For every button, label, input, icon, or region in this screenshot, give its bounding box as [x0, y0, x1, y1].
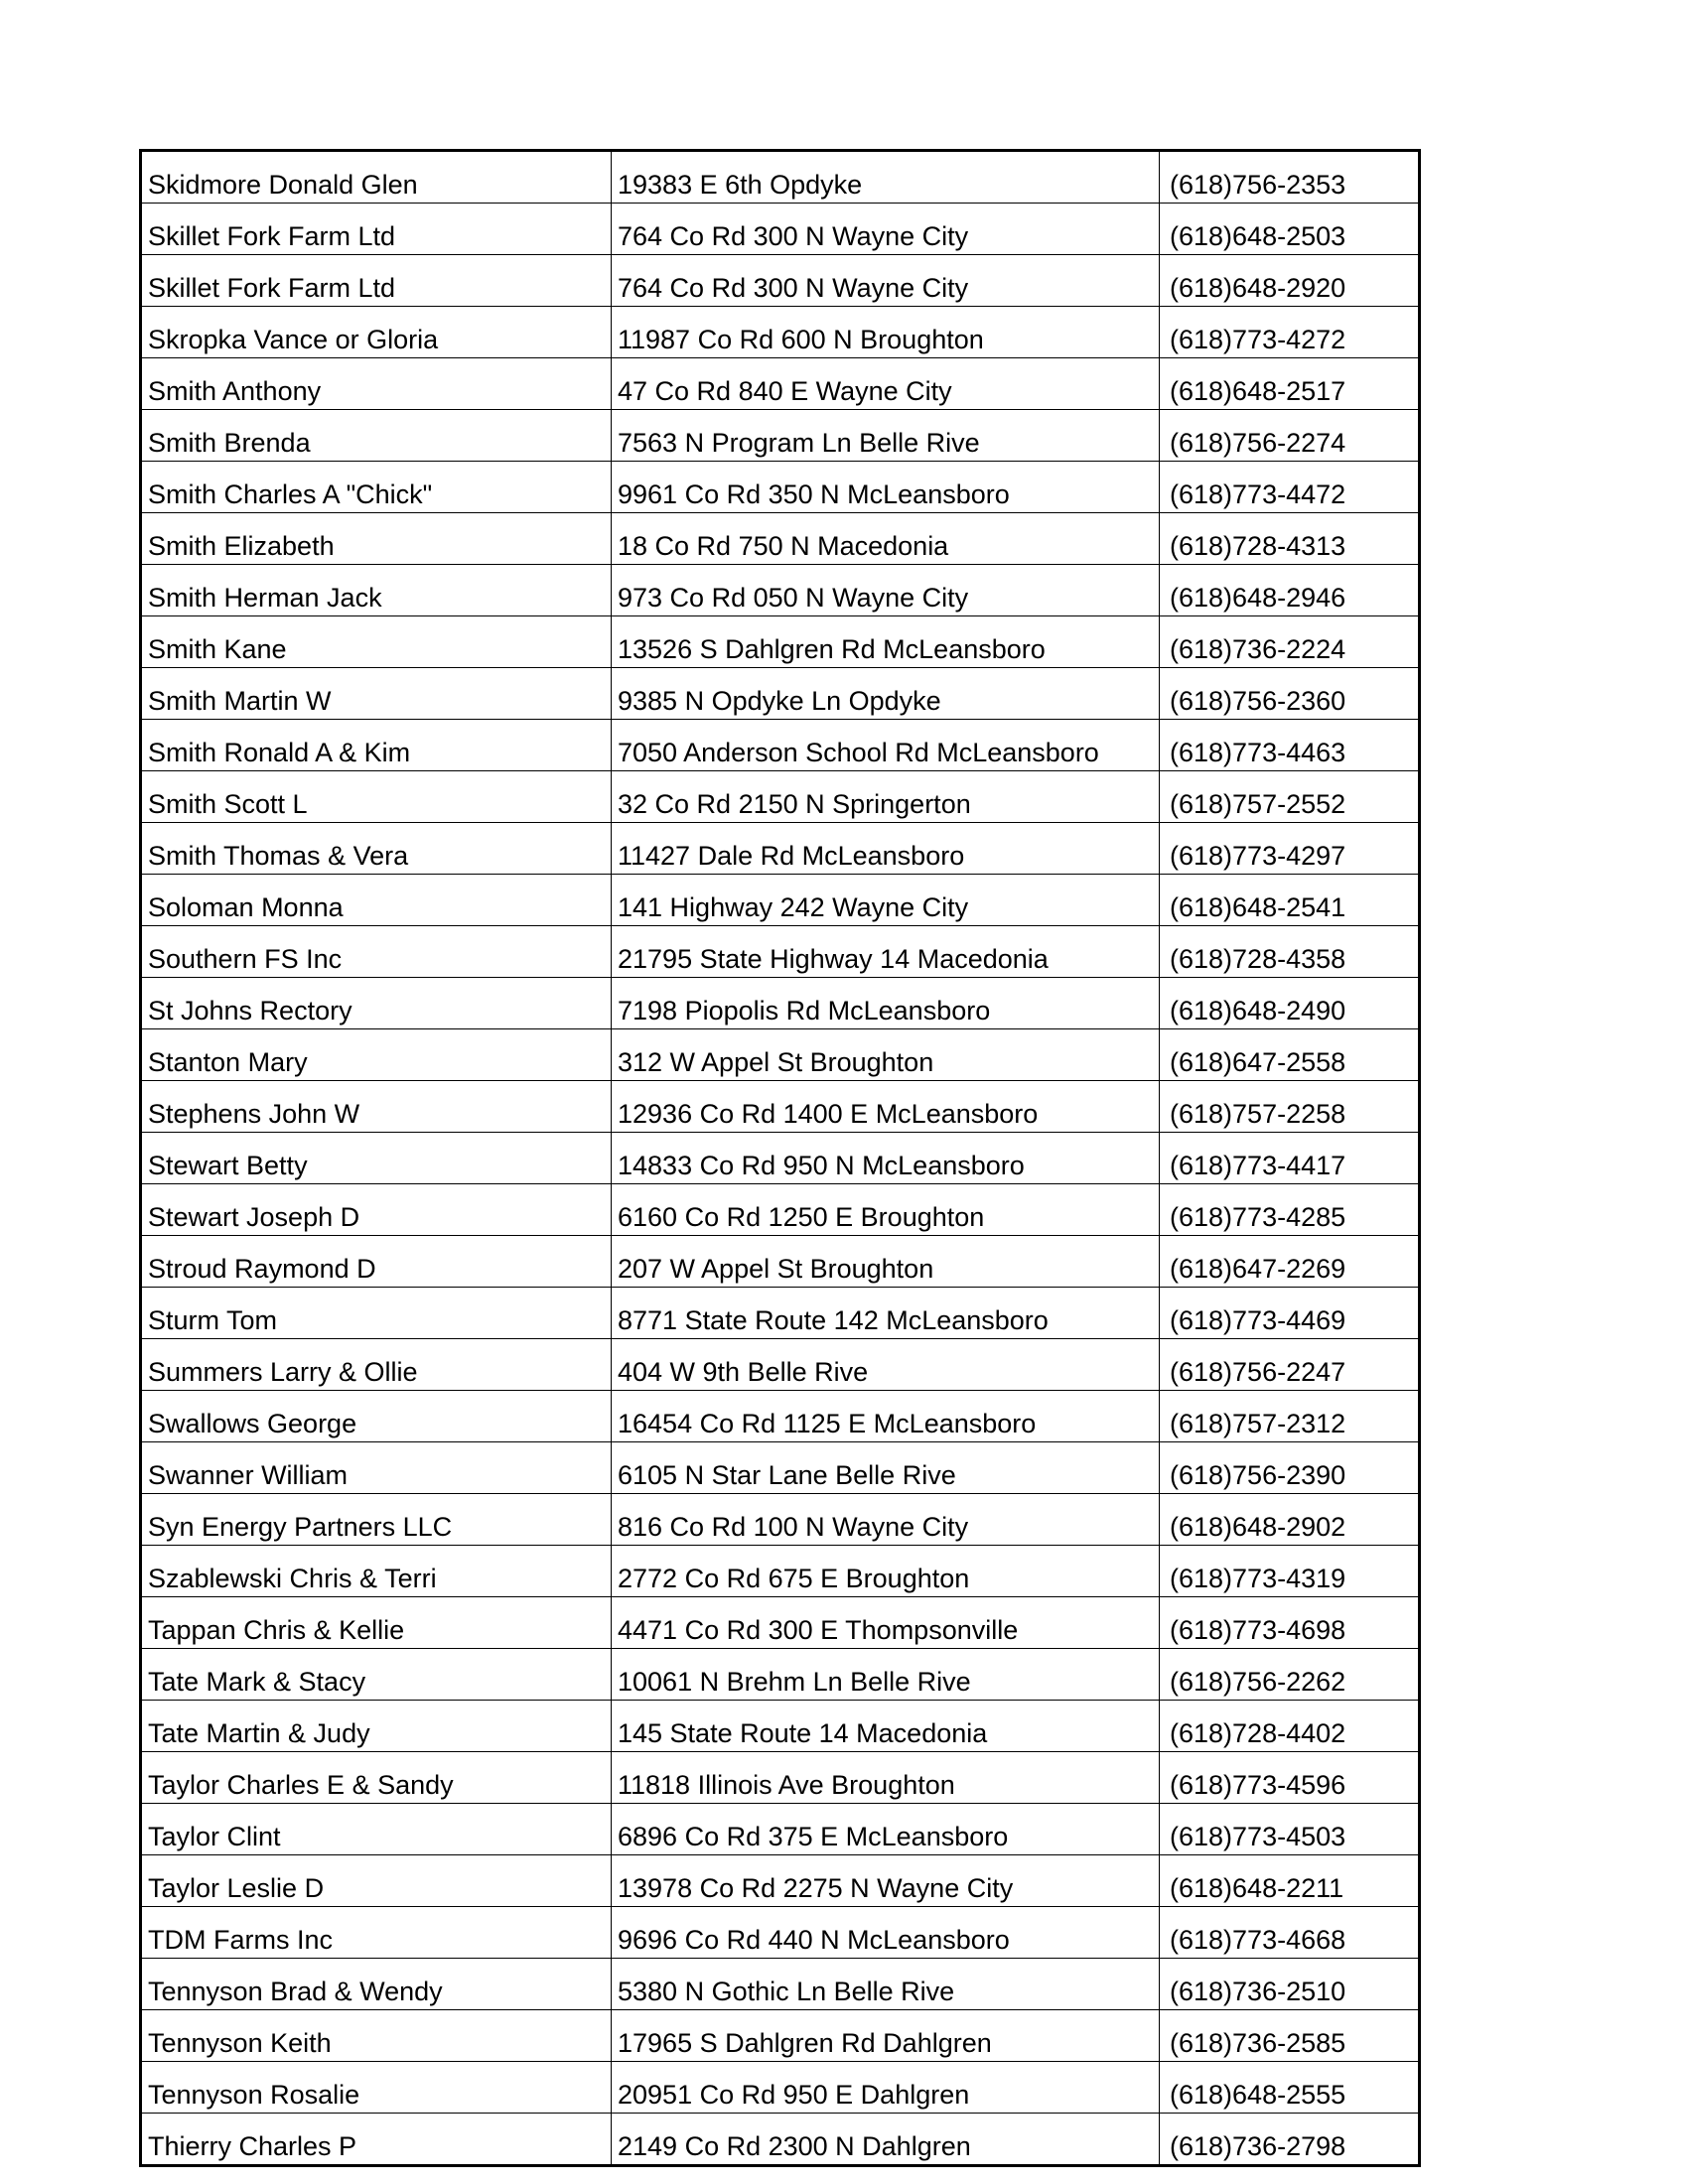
listing-address: 13978 Co Rd 2275 N Wayne City	[612, 1855, 1160, 1907]
table-row	[141, 410, 1420, 462]
table-row	[141, 358, 1420, 410]
listing-address: 5380 N Gothic Ln Belle Rive	[612, 1959, 1160, 2010]
listing-address: 9696 Co Rd 440 N McLeansboro	[612, 1907, 1160, 1959]
listing-address: 16454 Co Rd 1125 E McLeansboro	[612, 1391, 1160, 1442]
table-row	[141, 1546, 1420, 1597]
table-row	[141, 1907, 1420, 1959]
listing-name: Tennyson Brad & Wendy	[141, 1959, 612, 2010]
listing-name: Southern FS Inc	[141, 926, 612, 978]
listing-name: Summers Larry & Ollie	[141, 1339, 612, 1391]
listing-name: TDM Farms Inc	[141, 1907, 612, 1959]
listing-address: 32 Co Rd 2150 N Springerton	[612, 771, 1160, 823]
table-row	[141, 151, 1420, 204]
listing-name: Swallows George	[141, 1391, 612, 1442]
listing-phone: (618)773-4285	[1160, 1184, 1420, 1236]
listing-address: 11427 Dale Rd McLeansboro	[612, 823, 1160, 875]
table-row	[141, 1494, 1420, 1546]
table-row	[141, 1236, 1420, 1288]
listing-phone: (618)773-4469	[1160, 1288, 1420, 1339]
listing-name: Taylor Clint	[141, 1804, 612, 1855]
listing-phone: (618)757-2552	[1160, 771, 1420, 823]
listing-phone: (618)728-4358	[1160, 926, 1420, 978]
listing-phone: (618)648-2920	[1160, 255, 1420, 307]
listing-name: Smith Brenda	[141, 410, 612, 462]
listing-address: 12936 Co Rd 1400 E McLeansboro	[612, 1081, 1160, 1133]
listing-name: Smith Thomas & Vera	[141, 823, 612, 875]
listing-address: 2149 Co Rd 2300 N Dahlgren	[612, 2114, 1160, 2166]
listing-address: 6105 N Star Lane Belle Rive	[612, 1442, 1160, 1494]
listing-address: 20951 Co Rd 950 E Dahlgren	[612, 2062, 1160, 2114]
listing-phone: (618)773-4272	[1160, 307, 1420, 358]
listing-phone: (618)648-2902	[1160, 1494, 1420, 1546]
listing-address: 6160 Co Rd 1250 E Broughton	[612, 1184, 1160, 1236]
table-row	[141, 1029, 1420, 1081]
listing-phone: (618)728-4313	[1160, 513, 1420, 565]
listing-address: 19383 E 6th Opdyke	[612, 151, 1160, 204]
listing-address: 2772 Co Rd 675 E Broughton	[612, 1546, 1160, 1597]
listing-phone: (618)756-2262	[1160, 1649, 1420, 1701]
listing-phone: (618)648-2211	[1160, 1855, 1420, 1907]
table-row	[141, 616, 1420, 668]
listing-name: Stephens John W	[141, 1081, 612, 1133]
table-row	[141, 307, 1420, 358]
listing-phone: (618)736-2224	[1160, 616, 1420, 668]
listing-address: 17965 S Dahlgren Rd Dahlgren	[612, 2010, 1160, 2062]
listing-phone: (618)736-2585	[1160, 2010, 1420, 2062]
listing-name: Syn Energy Partners LLC	[141, 1494, 612, 1546]
listing-phone: (618)648-2490	[1160, 978, 1420, 1029]
listing-phone: (618)757-2312	[1160, 1391, 1420, 1442]
table-row	[141, 513, 1420, 565]
listing-address: 11818 Illinois Ave Broughton	[612, 1752, 1160, 1804]
listing-address: 10061 N Brehm Ln Belle Rive	[612, 1649, 1160, 1701]
table-row	[141, 1133, 1420, 1184]
table-row	[141, 1597, 1420, 1649]
listing-name: Smith Elizabeth	[141, 513, 612, 565]
listing-name: Smith Charles A "Chick"	[141, 462, 612, 513]
directory-body	[141, 151, 1420, 2166]
listing-address: 47 Co Rd 840 E Wayne City	[612, 358, 1160, 410]
listing-phone: (618)773-4463	[1160, 720, 1420, 771]
listing-name: Soloman Monna	[141, 875, 612, 926]
listing-address: 7198 Piopolis Rd McLeansboro	[612, 978, 1160, 1029]
table-row	[141, 2114, 1420, 2166]
table-row	[141, 1339, 1420, 1391]
listing-name: Skillet Fork Farm Ltd	[141, 204, 612, 255]
listing-name: Smith Anthony	[141, 358, 612, 410]
listing-phone: (618)773-4417	[1160, 1133, 1420, 1184]
table-row	[141, 2062, 1420, 2114]
directory-table	[139, 149, 1421, 2167]
table-row	[141, 1442, 1420, 1494]
table-row	[141, 771, 1420, 823]
listing-phone: (618)773-4472	[1160, 462, 1420, 513]
listing-address: 207 W Appel St Broughton	[612, 1236, 1160, 1288]
listing-name: Tennyson Rosalie	[141, 2062, 612, 2114]
listing-phone: (618)756-2360	[1160, 668, 1420, 720]
listing-name: Tennyson Keith	[141, 2010, 612, 2062]
listing-phone: (618)773-4596	[1160, 1752, 1420, 1804]
listing-name: Smith Herman Jack	[141, 565, 612, 616]
listing-phone: (618)728-4402	[1160, 1701, 1420, 1752]
listing-address: 18 Co Rd 750 N Macedonia	[612, 513, 1160, 565]
listing-phone: (618)648-2517	[1160, 358, 1420, 410]
listing-phone: (618)736-2798	[1160, 2114, 1420, 2166]
listing-phone: (618)756-2274	[1160, 410, 1420, 462]
table-row	[141, 1649, 1420, 1701]
table-row	[141, 875, 1420, 926]
listing-name: Taylor Charles E & Sandy	[141, 1752, 612, 1804]
listing-address: 6896 Co Rd 375 E McLeansboro	[612, 1804, 1160, 1855]
table-row	[141, 1752, 1420, 1804]
table-row	[141, 204, 1420, 255]
listing-name: Stanton Mary	[141, 1029, 612, 1081]
listing-phone: (618)773-4698	[1160, 1597, 1420, 1649]
table-row	[141, 1804, 1420, 1855]
listing-phone: (618)648-2555	[1160, 2062, 1420, 2114]
table-row	[141, 1959, 1420, 2010]
table-row	[141, 2010, 1420, 2062]
listing-address: 764 Co Rd 300 N Wayne City	[612, 204, 1160, 255]
listing-phone: (618)648-2503	[1160, 204, 1420, 255]
listing-name: Stewart Joseph D	[141, 1184, 612, 1236]
listing-phone: (618)773-4503	[1160, 1804, 1420, 1855]
listing-address: 141 Highway 242 Wayne City	[612, 875, 1160, 926]
table-row	[141, 823, 1420, 875]
table-row	[141, 1855, 1420, 1907]
listing-name: Swanner William	[141, 1442, 612, 1494]
table-row	[141, 565, 1420, 616]
listing-phone: (618)756-2247	[1160, 1339, 1420, 1391]
listing-address: 973 Co Rd 050 N Wayne City	[612, 565, 1160, 616]
listing-address: 764 Co Rd 300 N Wayne City	[612, 255, 1160, 307]
listing-phone: (618)773-4297	[1160, 823, 1420, 875]
listing-phone: (618)736-2510	[1160, 1959, 1420, 2010]
listing-name: Tate Martin & Judy	[141, 1701, 612, 1752]
listing-name: Smith Martin W	[141, 668, 612, 720]
listing-phone: (618)648-2946	[1160, 565, 1420, 616]
listing-name: Tate Mark & Stacy	[141, 1649, 612, 1701]
listing-name: St Johns Rectory	[141, 978, 612, 1029]
listing-address: 312 W Appel St Broughton	[612, 1029, 1160, 1081]
listing-phone: (618)773-4319	[1160, 1546, 1420, 1597]
listing-name: Tappan Chris & Kellie	[141, 1597, 612, 1649]
table-row	[141, 978, 1420, 1029]
listing-phone: (618)647-2558	[1160, 1029, 1420, 1081]
listing-name: Stewart Betty	[141, 1133, 612, 1184]
listing-address: 7050 Anderson School Rd McLeansboro	[612, 720, 1160, 771]
table-row	[141, 1701, 1420, 1752]
listing-name: Skidmore Donald Glen	[141, 151, 612, 204]
listing-name: Stroud Raymond D	[141, 1236, 612, 1288]
listing-name: Szablewski Chris & Terri	[141, 1546, 612, 1597]
listing-phone: (618)647-2269	[1160, 1236, 1420, 1288]
listing-name: Taylor Leslie D	[141, 1855, 612, 1907]
listing-phone: (618)773-4668	[1160, 1907, 1420, 1959]
listing-name: Smith Kane	[141, 616, 612, 668]
listing-name: Skillet Fork Farm Ltd	[141, 255, 612, 307]
listing-address: 816 Co Rd 100 N Wayne City	[612, 1494, 1160, 1546]
listing-name: Skropka Vance or Gloria	[141, 307, 612, 358]
table-row	[141, 255, 1420, 307]
listing-phone: (618)756-2353	[1160, 151, 1420, 204]
listing-address: 4471 Co Rd 300 E Thompsonville	[612, 1597, 1160, 1649]
listing-name: Thierry Charles P	[141, 2114, 612, 2166]
listing-phone: (618)757-2258	[1160, 1081, 1420, 1133]
listing-address: 404 W 9th Belle Rive	[612, 1339, 1160, 1391]
table-row	[141, 1184, 1420, 1236]
listing-name: Smith Scott L	[141, 771, 612, 823]
listing-address: 8771 State Route 142 McLeansboro	[612, 1288, 1160, 1339]
table-row	[141, 462, 1420, 513]
table-row	[141, 1391, 1420, 1442]
listing-address: 11987 Co Rd 600 N Broughton	[612, 307, 1160, 358]
table-row	[141, 720, 1420, 771]
table-row	[141, 926, 1420, 978]
listing-address: 21795 State Highway 14 Macedonia	[612, 926, 1160, 978]
listing-address: 9385 N Opdyke Ln Opdyke	[612, 668, 1160, 720]
listing-address: 145 State Route 14 Macedonia	[612, 1701, 1160, 1752]
listing-name: Smith Ronald A & Kim	[141, 720, 612, 771]
listing-phone: (618)648-2541	[1160, 875, 1420, 926]
listing-address: 9961 Co Rd 350 N McLeansboro	[612, 462, 1160, 513]
listing-address: 14833 Co Rd 950 N McLeansboro	[612, 1133, 1160, 1184]
listing-name: Sturm Tom	[141, 1288, 612, 1339]
table-row	[141, 1081, 1420, 1133]
listing-phone: (618)756-2390	[1160, 1442, 1420, 1494]
listing-address: 13526 S Dahlgren Rd McLeansboro	[612, 616, 1160, 668]
table-row	[141, 1288, 1420, 1339]
listing-address: 7563 N Program Ln Belle Rive	[612, 410, 1160, 462]
table-row	[141, 668, 1420, 720]
